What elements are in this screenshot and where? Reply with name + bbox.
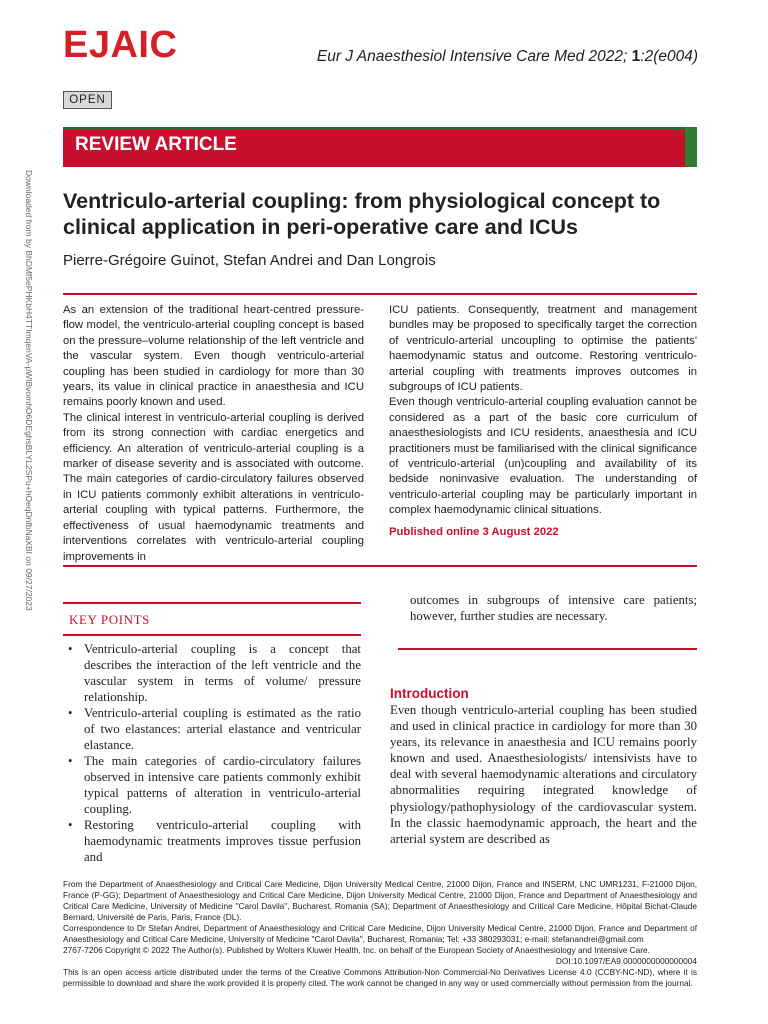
- license: This is an open access article distributed under the terms of the Creative Commons Attribution-Non Commercial-No Derivatives License 4.0 (CCBY-NC-ND), where it is permissible to download and share the work provided it is properly cited. The work cannot be changed in any way or used commercially without permission from the journal.: [63, 967, 697, 988]
- key-point-continuation-text: outcomes in subgroups of intensive care patients; however, further studies are necessary.: [410, 593, 697, 623]
- citation-volume: 1: [631, 48, 641, 65]
- banner-top-line: [63, 127, 697, 130]
- section-heading-introduction: Introduction: [390, 686, 469, 701]
- key-points-bottom-rule: [398, 648, 697, 650]
- abstract-paragraph: Even though ventriculo-arterial coupling evaluation cannot be considered as a part of the basic core curriculum of anaesthesiologists and ICU residents, anaesthesia and ICU practitioners must be familiarised with the clinical significance of ventriculo-arterial (un)coupling and availability of its bedside noninvasive evaluation. The understanding of ventriculo-arterial coupling may be particularly important in complex haemodynamic clinical situations.: [389, 396, 697, 517]
- key-points-top-rule: [63, 602, 361, 604]
- abstract-paragraph: As an extension of the traditional heart-centred pressure-flow model, the ventriculo-arterial coupling concept is based on the pressure–volume relationship of the left ventricle and the vascular system. Even though ventriculo-arterial coupling has been studied in cardiology for more than 30 years, its value in clinical practice in anaesthesia and ICU remains poorly known and used.: [63, 304, 364, 409]
- download-note: Downloaded from by BhDMf5ePHKbH4TTImqenVA-pWIBvomhO6DEghsBLYL2SPu+hOeqDnfbNaXBI on 09/27/2023: [24, 170, 34, 611]
- key-points-title-rule: [63, 634, 361, 636]
- article-authors: Pierre-Grégoire Guinot, Stefan Andrei and Dan Longrois: [63, 252, 436, 269]
- key-points-continuation: [390, 592, 697, 624]
- article-type-banner: [63, 127, 697, 167]
- banner-accent-strip: [685, 127, 697, 167]
- correspondence: Correspondence to Dr Stefan Andrei, Department of Anaesthesiology and Critical Care Medicine, Dijon University Medical Centre, 21000 Dijon, France and Department of Anaesthesiology and Critical Care Medicine, University of Medicine "Carol Davila", Bucharest, Romania; Tel: +33 380293031; e-mail: stefanandrei@gmail.com: [63, 923, 697, 944]
- abstract-paragraph: ICU patients. Consequently, treatment and management bundles may be proposed to specifically target the correction of ventriculo-arterial uncoupling to optimise the patients' haemodynamic status and outcome. Restoring ventriculo-arterial coupling with treatments improves outcomes in subgroups of ICU patients.: [389, 304, 697, 394]
- footer-notes: [63, 879, 697, 989]
- copyright: 2767-7206 Copyright © 2022 The Author(s). Published by Wolters Kluwer Health, Inc. on behalf of the European Society of Anaesthesiology and Intensive Care.: [63, 945, 650, 955]
- key-points-title: KEY POINTS: [69, 612, 150, 627]
- abstract-right-column: [389, 303, 697, 540]
- article-type-label: REVIEW ARTICLE: [75, 134, 237, 155]
- key-point-item: • Ventriculo-arterial coupling is a concept that describes the interaction of the left ventricle and the vascular system in terms of volume/ pressure relationship.: [68, 641, 361, 705]
- abstract-top-rule: [63, 293, 697, 295]
- doi: DOI:10.1097/EA9.0000000000000004: [555, 956, 697, 966]
- article-title: Ventriculo-arterial coupling: from physiological concept to clinical application in peri-operative care and ICUs: [63, 189, 661, 239]
- journal-logo: EJAIC: [63, 24, 178, 66]
- introduction-paragraph: Even though ventriculo-arterial coupling has been studied and used in clinical practice in cardiology for more than 30 years, its relevance in anaesthesia and ICU remains poorly known and used. Anaesthesiologists/ intensivists have to deal with several haemodynamic alterations and circulatory abnormalities requiring integrated knowledge of physiology/pathophysiology of the cardiovascular system. In the classic haemodynamic approach, the heart and the arterial system are described as: [390, 703, 697, 846]
- key-point-item: • Ventriculo-arterial coupling is estimated as the ratio of two elastances: arterial elastance and ventricular elastance.: [68, 705, 361, 753]
- key-points-list: [68, 641, 361, 865]
- citation-journal: Eur J Anaesthesiol Intensive Care Med 2022;: [316, 48, 632, 65]
- key-point-item: • Restoring ventriculo-arterial coupling with haemodynamic treatments improves tissue perfusion and: [68, 817, 361, 865]
- abstract-paragraph: The clinical interest in ventriculo-arterial coupling is derived from its strong connection with cardiac energetics and efficiency. An alteration of ventriculo-arterial coupling is a marker of disease severity and is associated with outcome. The main categories of cardio-circulatory failures observed in ICU patients commonly exhibit alterations in ventriculo-arterial coupling with typical patterns. Furthermore, the effectiveness of usual haemodynamic treatments and interventions correlates with ventriculo-arterial coupling improvements in: [63, 411, 364, 563]
- open-access-badge: OPEN: [63, 91, 112, 109]
- key-point-item: • The main categories of cardio-circulatory failures observed in intensive care patients commonly exhibit typical patterns of alteration in ventriculo-arterial coupling.: [68, 753, 361, 817]
- journal-citation: [317, 48, 698, 66]
- published-date: Published online 3 August 2022: [389, 525, 559, 538]
- abstract-bottom-rule: [63, 565, 697, 567]
- affiliations: From the Department of Anaesthesiology and Critical Care Medicine, Dijon University Medical Centre, 21000 Dijon, France and INSERM, LNC UMR1231, F-21000 Dijon, France (P-GG); Department of Anaesthesiology and Critical Care Medicine, Dijon University Medical Centre, 21000 Dijon, France and Department of Anaesthesiology and Critical Care Medicine, University of Medicine "Carol Davila", Bucharest, Romania (SA); Department of Anaesthesiology and Critical Care Medicine, Hôpital Bichat-Claude Bernard, Université de Paris, Paris, France (DL).: [63, 879, 697, 922]
- citation-issue: :2(e004): [640, 48, 698, 65]
- abstract-left-column: [63, 303, 364, 565]
